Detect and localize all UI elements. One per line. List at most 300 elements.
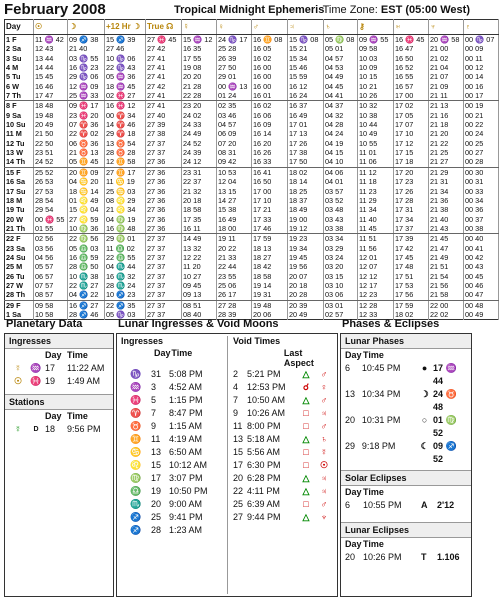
- position-cell: 09 42: [217, 157, 252, 167]
- position-cell: 16 52: [394, 63, 429, 72]
- position-cell: 27 37: [146, 310, 182, 320]
- day-head: Day: [345, 487, 362, 497]
- table-row: [5, 205, 499, 214]
- void-row: [229, 498, 337, 511]
- position-cell: 16 37: [288, 101, 324, 111]
- position-cell: 00 ♓ 55: [34, 215, 68, 224]
- table-row: [5, 101, 499, 111]
- column-header: ☉: [34, 20, 68, 35]
- position-cell: 27 ♓ 45: [146, 35, 182, 45]
- position-cell: 03 38: [324, 224, 358, 234]
- position-cell: 24 ♑ 17: [217, 35, 252, 45]
- aspect-glyph: □: [303, 447, 309, 457]
- position-cell: 27 41: [146, 72, 182, 81]
- time: 6:28 PM: [247, 473, 281, 483]
- void-row: [229, 485, 337, 498]
- planet-glyph: ♀: [320, 382, 328, 392]
- position-cell: 16 00: [252, 63, 288, 72]
- time-head: Time: [171, 348, 193, 358]
- position-cell: 18 49: [288, 205, 324, 214]
- table-row: [5, 215, 499, 224]
- position-cell: 03 52: [324, 196, 358, 205]
- day: 13: [233, 434, 244, 444]
- planet-glyph: ♃: [320, 486, 328, 496]
- position-cell: 10 49: [358, 129, 394, 138]
- planet-ingress-row: [5, 375, 113, 388]
- planet-ingress-row: [5, 362, 113, 375]
- aspect-glyph: △: [302, 434, 310, 444]
- position-cell: 12 33: [358, 310, 394, 320]
- position-cell: 00 09: [464, 44, 499, 53]
- moon-phase-icon: ●: [421, 363, 428, 373]
- time: 10:55 PM: [363, 500, 402, 510]
- position-cell: 27 36: [146, 205, 182, 214]
- position-cell: 17 23: [394, 177, 429, 186]
- position-cell: 19 23: [288, 234, 324, 244]
- position-cell: 21 18: [429, 120, 464, 129]
- position-cell: 03 57: [324, 187, 358, 196]
- table-row: [5, 63, 499, 72]
- position-cell: 21 43: [429, 224, 464, 234]
- position-cell: 04 28: [324, 120, 358, 129]
- position-cell: 27 36: [146, 167, 182, 177]
- position-cell: 03 48: [324, 205, 358, 214]
- stations-title: Stations: [5, 394, 113, 410]
- day: 17: [233, 460, 244, 470]
- position-cell: 16 12: [288, 82, 324, 91]
- day-cell: 1 Sa: [5, 310, 34, 320]
- position-cell: 15 ♑ 08: [288, 35, 324, 45]
- position-cell: 27 39: [146, 120, 182, 129]
- planet-glyph: ☿: [14, 424, 22, 434]
- position-cell: 17 21: [252, 205, 288, 214]
- position-cell: 14 49: [182, 234, 217, 244]
- day-head: Day: [153, 348, 171, 358]
- day-cell: 20 W: [5, 215, 34, 224]
- position-cell: 10 15: [358, 72, 394, 81]
- position-cell: 13 44: [34, 54, 68, 63]
- day-cell: 24 Su: [5, 253, 34, 262]
- position-cell: 18 42: [252, 262, 288, 271]
- position-cell: 07 20: [217, 139, 252, 148]
- position-cell: 16 47: [394, 44, 429, 53]
- position-cell: 22 ♈ 02: [68, 129, 105, 138]
- position-cell: 00 34: [464, 196, 499, 205]
- void-row: [229, 407, 337, 420]
- phase-degree: 24 ♉ 48: [433, 389, 457, 412]
- lunar-phases-title: Lunar Phases: [341, 334, 471, 349]
- time: 12:53 PM: [247, 382, 286, 392]
- position-cell: 17 46: [252, 224, 288, 234]
- position-cell: 12 28: [358, 300, 394, 310]
- table-row: [5, 54, 499, 63]
- aspect-glyph: △: [302, 369, 310, 379]
- position-cell: 20 ♒ 58: [429, 35, 464, 45]
- position-cell: 21 ♌ 34: [105, 205, 146, 214]
- column-header: ♄: [324, 20, 358, 35]
- day-cell: 10 Su: [5, 120, 34, 129]
- position-cell: 25 ♋ 03: [105, 187, 146, 196]
- position-cell: 19 12: [288, 224, 324, 234]
- position-cell: 11 ♒ 42: [34, 35, 68, 45]
- phases-head: [341, 486, 471, 499]
- time: 5:56 AM: [247, 447, 281, 457]
- day: 17: [45, 363, 56, 373]
- lunar-box: [116, 333, 338, 597]
- sign-glyph: ♎: [130, 486, 142, 496]
- table-row: [5, 167, 499, 177]
- position-cell: 16 ♎ 59: [68, 253, 105, 262]
- position-cell: 18 58: [182, 205, 217, 214]
- position-cell: 28 ♏ 24: [105, 281, 146, 290]
- day-cell: 4 M: [5, 63, 34, 72]
- lunar-ingress-row: [117, 511, 229, 524]
- position-cell: 27 41: [146, 91, 182, 101]
- position-cell: 28 39: [217, 310, 252, 320]
- position-cell: 09 ♒ 55: [358, 35, 394, 45]
- position-cell: 00 31: [464, 177, 499, 186]
- position-cell: 19 48: [252, 300, 288, 310]
- day-cell: 7 Th: [5, 91, 34, 101]
- table-row: [5, 129, 499, 138]
- time: 9:00 AM: [169, 499, 203, 509]
- time: 10:26 PM: [363, 552, 402, 562]
- position-cell: 22 02: [429, 310, 464, 320]
- position-cell: 20 20: [182, 72, 217, 81]
- time: 10:50 PM: [169, 486, 208, 496]
- day: 25: [151, 512, 162, 522]
- page-title: February 2008: [4, 1, 106, 18]
- position-cell: 12 43: [34, 44, 68, 53]
- phases-box: [340, 333, 472, 597]
- position-cell: 15 45: [34, 72, 68, 81]
- day: 2: [233, 369, 239, 379]
- position-cell: 27 41: [146, 63, 182, 72]
- column-header: ♅: [394, 20, 429, 35]
- position-cell: 26 53: [34, 177, 68, 186]
- position-cell: 10 ♏ 38: [68, 272, 105, 281]
- day-cell: 19 Tu: [5, 205, 34, 214]
- eclipse-type: T: [421, 552, 427, 562]
- stations-head: [5, 410, 113, 423]
- phases-head: [341, 538, 471, 551]
- position-cell: 28 ♉ 28: [105, 148, 146, 157]
- position-cell: 00 40: [464, 234, 499, 244]
- position-cell: 04 10: [324, 157, 358, 167]
- position-cell: 03 43: [324, 215, 358, 224]
- position-cell: 17 31: [394, 205, 429, 214]
- position-cell: 00 25: [464, 139, 499, 148]
- day: 6: [345, 500, 351, 510]
- aspect-glyph: □: [303, 421, 309, 431]
- position-cell: 17 18: [394, 157, 429, 167]
- table-row: [5, 234, 499, 244]
- position-cell: 00 24: [464, 129, 499, 138]
- lunar-ingress-row: [117, 485, 229, 498]
- position-cell: 00 27: [464, 148, 499, 157]
- position-cell: 17 28: [394, 196, 429, 205]
- position-cell: 27 28: [217, 300, 252, 310]
- position-cell: 16 ♐ 27: [68, 300, 105, 310]
- position-cell: 08 51: [182, 300, 217, 310]
- position-cell: 16 05: [252, 44, 288, 53]
- position-cell: 03 06: [324, 290, 358, 300]
- day: 19: [151, 486, 162, 496]
- time: 10:34 PM: [361, 389, 401, 399]
- position-cell: 29 01: [217, 72, 252, 81]
- day-cell: 17 Su: [5, 187, 34, 196]
- day: 18: [45, 424, 56, 434]
- phase-degree: 17 ♒ 44: [433, 363, 457, 386]
- position-cell: 06 09: [217, 129, 252, 138]
- position-cell: 27 ♊ 17: [105, 167, 146, 177]
- position-cell: 00 14: [464, 72, 499, 81]
- position-cell: 16 57: [394, 82, 429, 91]
- day: 20: [345, 415, 356, 425]
- position-cell: 10 55: [358, 139, 394, 148]
- position-cell: 10 ♐ 23: [105, 290, 146, 300]
- table-row: [5, 281, 499, 290]
- day: 4: [233, 382, 239, 392]
- position-cell: 21 47: [429, 244, 464, 253]
- position-cell: 00 36: [464, 205, 499, 214]
- position-cell: 25 ♒ 33: [68, 91, 105, 101]
- time: 1:23 AM: [169, 525, 203, 535]
- position-cell: 18 25: [288, 187, 324, 196]
- position-cell: 12 22: [182, 253, 217, 262]
- position-cell: 00 37: [464, 215, 499, 224]
- position-cell: 04 57: [324, 54, 358, 63]
- planet-glyph: ♄: [320, 434, 328, 444]
- time: 6:39 AM: [247, 499, 281, 509]
- lunar-ingress-row: [117, 381, 229, 394]
- day: 15: [151, 460, 162, 470]
- day-cell: 29 F: [5, 300, 34, 310]
- planet-glyph: ☿: [320, 447, 328, 457]
- table-row: [5, 44, 499, 53]
- day-cell: 8 F: [5, 101, 34, 111]
- position-cell: 17 37: [394, 224, 429, 234]
- aspect-glyph: △: [302, 512, 310, 522]
- position-cell: 16 06: [252, 111, 288, 120]
- position-cell: 15 ♌ 04: [68, 205, 105, 214]
- position-cell: 10 26: [358, 91, 394, 101]
- position-cell: 11 56: [358, 244, 394, 253]
- position-cell: 17 34: [394, 215, 429, 224]
- position-cell: 22 37: [182, 177, 217, 186]
- position-cell: 17 26: [394, 187, 429, 196]
- aspect-glyph: □: [303, 408, 309, 418]
- position-cell: 23 20: [182, 101, 217, 111]
- table-row: [5, 139, 499, 148]
- column-header: ⚷: [358, 20, 394, 35]
- position-cell: 16 55: [394, 72, 429, 81]
- position-cell: 12 ♒ 09: [68, 82, 105, 91]
- position-cell: 25 06: [217, 281, 252, 290]
- day-cell: 15 F: [5, 167, 34, 177]
- position-cell: 27 37: [146, 244, 182, 253]
- position-cell: 16 50: [394, 54, 429, 63]
- position-cell: 16 02: [252, 54, 288, 63]
- position-cell: 17 51: [394, 272, 429, 281]
- position-cell: 18 58: [252, 272, 288, 281]
- position-cell: 19 00: [288, 215, 324, 224]
- column-header: ♃: [288, 20, 324, 35]
- planet-glyph: ♂: [320, 369, 328, 379]
- position-cell: 00 12: [464, 63, 499, 72]
- column-header: Day: [5, 20, 34, 35]
- lunar-ing-title: Ingresses: [121, 336, 164, 346]
- position-cell: 21 32: [182, 187, 217, 196]
- tz-offset: (05:00 West): [405, 4, 470, 16]
- position-cell: 04 49: [324, 72, 358, 81]
- table-row: [5, 262, 499, 271]
- position-cell: 04 ♍ 19: [105, 215, 146, 224]
- position-cell: 17 15: [394, 148, 429, 157]
- position-cell: 00 47: [464, 290, 499, 300]
- position-cell: 00 42: [464, 253, 499, 262]
- aspect-glyph: △: [302, 395, 310, 405]
- position-cell: 10 03: [358, 54, 394, 63]
- phase-row: [341, 362, 471, 388]
- position-cell: 11 51: [358, 234, 394, 244]
- column-header: ☿: [182, 20, 217, 35]
- position-cell: 12 23: [358, 290, 394, 300]
- position-cell: 12 01: [358, 253, 394, 262]
- position-cell: 19 56: [288, 262, 324, 271]
- position-cell: 05 ♒ 36: [105, 72, 146, 81]
- sign-glyph: ♐: [130, 525, 142, 535]
- position-cell: 16 ♓ 45: [394, 35, 429, 45]
- void-title: Void Times: [233, 336, 281, 346]
- column-header: ♂: [252, 20, 288, 35]
- position-cell: 20 22: [217, 244, 252, 253]
- solar-eclipse-row: [341, 499, 471, 512]
- position-cell: 27 36: [146, 224, 182, 234]
- day: 13: [151, 447, 162, 457]
- position-cell: 17 45: [394, 253, 429, 262]
- subtitle: Tropical Midnight Ephemeris: [174, 4, 325, 16]
- time: 8:47 PM: [169, 408, 203, 418]
- position-cell: 09 13: [182, 290, 217, 300]
- phases-title: Phases & Eclipses: [342, 318, 440, 330]
- position-cell: 03 24: [324, 253, 358, 262]
- position-cell: 00 ♑ 07: [464, 35, 499, 45]
- position-cell: 21 31: [429, 177, 464, 186]
- position-cell: 18 27: [252, 253, 288, 262]
- day: 5: [151, 395, 157, 405]
- position-cell: 17 33: [252, 215, 288, 224]
- position-cell: 11 ♎ 02: [105, 244, 146, 253]
- void-row: [229, 511, 337, 524]
- position-cell: 27 41: [146, 101, 182, 111]
- eclipse-magnitude: 1.106: [437, 552, 460, 562]
- position-cell: 28 ♎ 50: [68, 262, 105, 271]
- position-cell: 05 ♊ 45: [68, 157, 105, 167]
- position-cell: 10 ♑ 06: [105, 54, 146, 63]
- position-cell: 21 20: [429, 129, 464, 138]
- position-cell: 29 ♈ 18: [105, 129, 146, 138]
- position-cell: 00 43: [464, 262, 499, 271]
- planet-glyph: ☉: [13, 376, 23, 386]
- position-cell: 10 44: [358, 120, 394, 129]
- position-cell: 16 00: [252, 82, 288, 91]
- table-row: [5, 91, 499, 101]
- position-cell: 01 55: [34, 224, 68, 234]
- position-cell: 09 58: [358, 44, 394, 53]
- planet-glyph: ♃: [320, 473, 328, 483]
- position-cell: 02 35: [217, 101, 252, 111]
- time-head: Time: [363, 539, 384, 549]
- position-cell: 04 41: [324, 91, 358, 101]
- position-cell: 07 57: [34, 281, 68, 290]
- position-cell: 27 46: [105, 44, 146, 53]
- position-cell: 15 21: [288, 44, 324, 53]
- table-row: [5, 35, 499, 45]
- position-cell: 09 ♓ 17: [68, 101, 105, 111]
- position-cell: 20 06: [252, 310, 288, 320]
- position-cell: 04 ♏ 44: [105, 262, 146, 271]
- position-cell: 16 20: [252, 139, 288, 148]
- position-cell: 13 15: [217, 187, 252, 196]
- position-cell: 17 00: [394, 91, 429, 101]
- tz-value: EST: [380, 4, 403, 16]
- time: 10:31 PM: [361, 415, 401, 425]
- position-cell: 13 32: [182, 244, 217, 253]
- time: 1:49 AM: [67, 376, 101, 386]
- position-cell: 22 ♐ 35: [105, 300, 146, 310]
- position-cell: 27 37: [146, 272, 182, 281]
- position-cell: 16 ♏ 32: [105, 272, 146, 281]
- time: 9:56 PM: [67, 424, 101, 434]
- position-cell: 21 50: [34, 129, 68, 138]
- time: 9:41 PM: [169, 512, 203, 522]
- day: 11: [233, 421, 243, 431]
- day-cell: 3 Su: [5, 54, 34, 63]
- day-cell: 12 Tu: [5, 139, 34, 148]
- position-cell: 12 12: [358, 272, 394, 281]
- planet-glyph: ♂: [320, 395, 328, 405]
- position-cell: 06 ♉ 36: [68, 139, 105, 148]
- position-cell: 25 28: [217, 44, 252, 53]
- position-cell: 27 41: [146, 54, 182, 63]
- position-cell: 14 44: [34, 63, 68, 72]
- void-row: [229, 420, 337, 433]
- position-cell: 11 40: [358, 215, 394, 224]
- sign-glyph: ♓: [30, 376, 42, 386]
- position-cell: 15 46: [288, 63, 324, 72]
- timezone: [323, 4, 470, 16]
- aspect-glyph: △: [302, 486, 310, 496]
- sign-glyph: ♈: [130, 408, 142, 418]
- position-cell: 27 37: [146, 300, 182, 310]
- position-cell: 10 ♍ 36: [68, 224, 105, 234]
- position-cell: 27 36: [146, 177, 182, 186]
- position-cell: 27 40: [146, 111, 182, 120]
- day: 20: [233, 473, 244, 483]
- position-cell: 11 45: [358, 224, 394, 234]
- sign-glyph: ♑: [130, 369, 142, 379]
- position-cell: 18 00: [217, 224, 252, 234]
- sign-glyph: ♉: [130, 421, 142, 431]
- day-cell: 22 F: [5, 234, 34, 244]
- day-cell: 16 Sa: [5, 177, 34, 186]
- lunar-eclipse-row: [341, 551, 471, 564]
- table-row: [5, 290, 499, 300]
- tz-label: Time Zone:: [322, 4, 378, 16]
- position-cell: 00 30: [464, 167, 499, 177]
- position-cell: 27 53: [34, 187, 68, 196]
